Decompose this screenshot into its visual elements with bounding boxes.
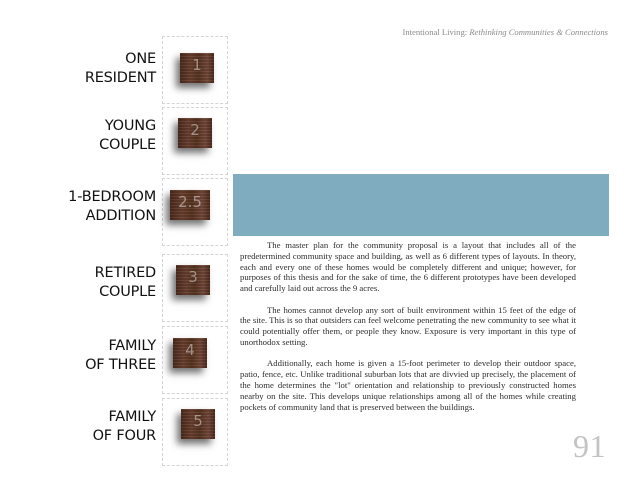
type-label-line2: ADDITION bbox=[85, 208, 156, 224]
prototype-tile-2 bbox=[178, 118, 212, 148]
type-label-line1: RETIRED bbox=[94, 265, 156, 281]
body-text bbox=[240, 240, 576, 423]
type-label-line1: ONE bbox=[125, 51, 156, 67]
type-label-retired-couple bbox=[95, 264, 156, 302]
type-label-line1: FAMILY bbox=[108, 409, 156, 425]
type-label-line1: 1-BEDROOM bbox=[68, 189, 156, 205]
type-label-line1: FAMILY bbox=[108, 338, 156, 354]
prototype-number: 2 bbox=[190, 121, 200, 139]
image-placeholder-band bbox=[233, 174, 609, 236]
type-label-one-resident bbox=[85, 50, 156, 88]
prototype-number: 5 bbox=[193, 412, 203, 430]
page-number: 91 bbox=[573, 428, 606, 464]
type-label-line2: COUPLE bbox=[99, 137, 156, 153]
prototype-number: 3 bbox=[188, 268, 198, 286]
type-label-line2: OF THREE bbox=[85, 357, 156, 373]
prototype-tile-1 bbox=[180, 53, 214, 83]
type-label-family-of-four bbox=[93, 408, 156, 446]
prototype-tile-3 bbox=[176, 265, 210, 295]
type-label-1-bedroom-addition bbox=[68, 188, 156, 226]
type-label-family-of-three bbox=[85, 337, 156, 375]
header-title: Intentional Living: bbox=[402, 27, 470, 37]
paragraph: Additionally, each home is given a 15-foot perimeter to develop their outdoor space, patio, fence, etc. Unlike traditional suburban lots that are divvied up precisely, the placement of the home determines the "lot" orientation and relationship to previously constructed homes nearby on the site. This develops unique relationships among all of the homes while creating pockets of community land that is preserved between the buildings. bbox=[240, 358, 576, 412]
prototype-tile-2-5 bbox=[170, 190, 210, 220]
type-label-line2: COUPLE bbox=[99, 284, 156, 300]
type-label-line2: OF FOUR bbox=[92, 428, 156, 444]
type-label-young-couple bbox=[99, 117, 156, 155]
running-header bbox=[402, 27, 608, 37]
prototype-number: 4 bbox=[185, 341, 195, 359]
prototype-number: 2.5 bbox=[178, 193, 202, 211]
type-label-line1: YOUNG bbox=[104, 118, 156, 134]
paragraph: The master plan for the community proposal is a layout that includes all of the predetermined community space and building, as well as 6 different types of layouts. In theory, each and every one of these homes would be completely different and unique; however, for purposes of this thesis and for the sake of time, the 6 different prototypes have been developed and carefully laid out across the 9 acres. bbox=[240, 240, 576, 294]
prototype-tile-5 bbox=[181, 409, 215, 439]
type-label-line2: RESIDENT bbox=[84, 70, 156, 86]
prototype-number: 1 bbox=[192, 56, 202, 74]
paragraph: The homes cannot develop any sort of built environment within 15 feet of the edge of the site. This is so that outsiders can feel welcome penetrating the new community to see what it could potentially offer them, or people they know. Exposure is very important in this type of unorthodox setting. bbox=[240, 304, 576, 347]
header-subtitle: Rethinking Communities & Connections bbox=[469, 27, 608, 37]
prototype-tile-4 bbox=[173, 338, 207, 368]
